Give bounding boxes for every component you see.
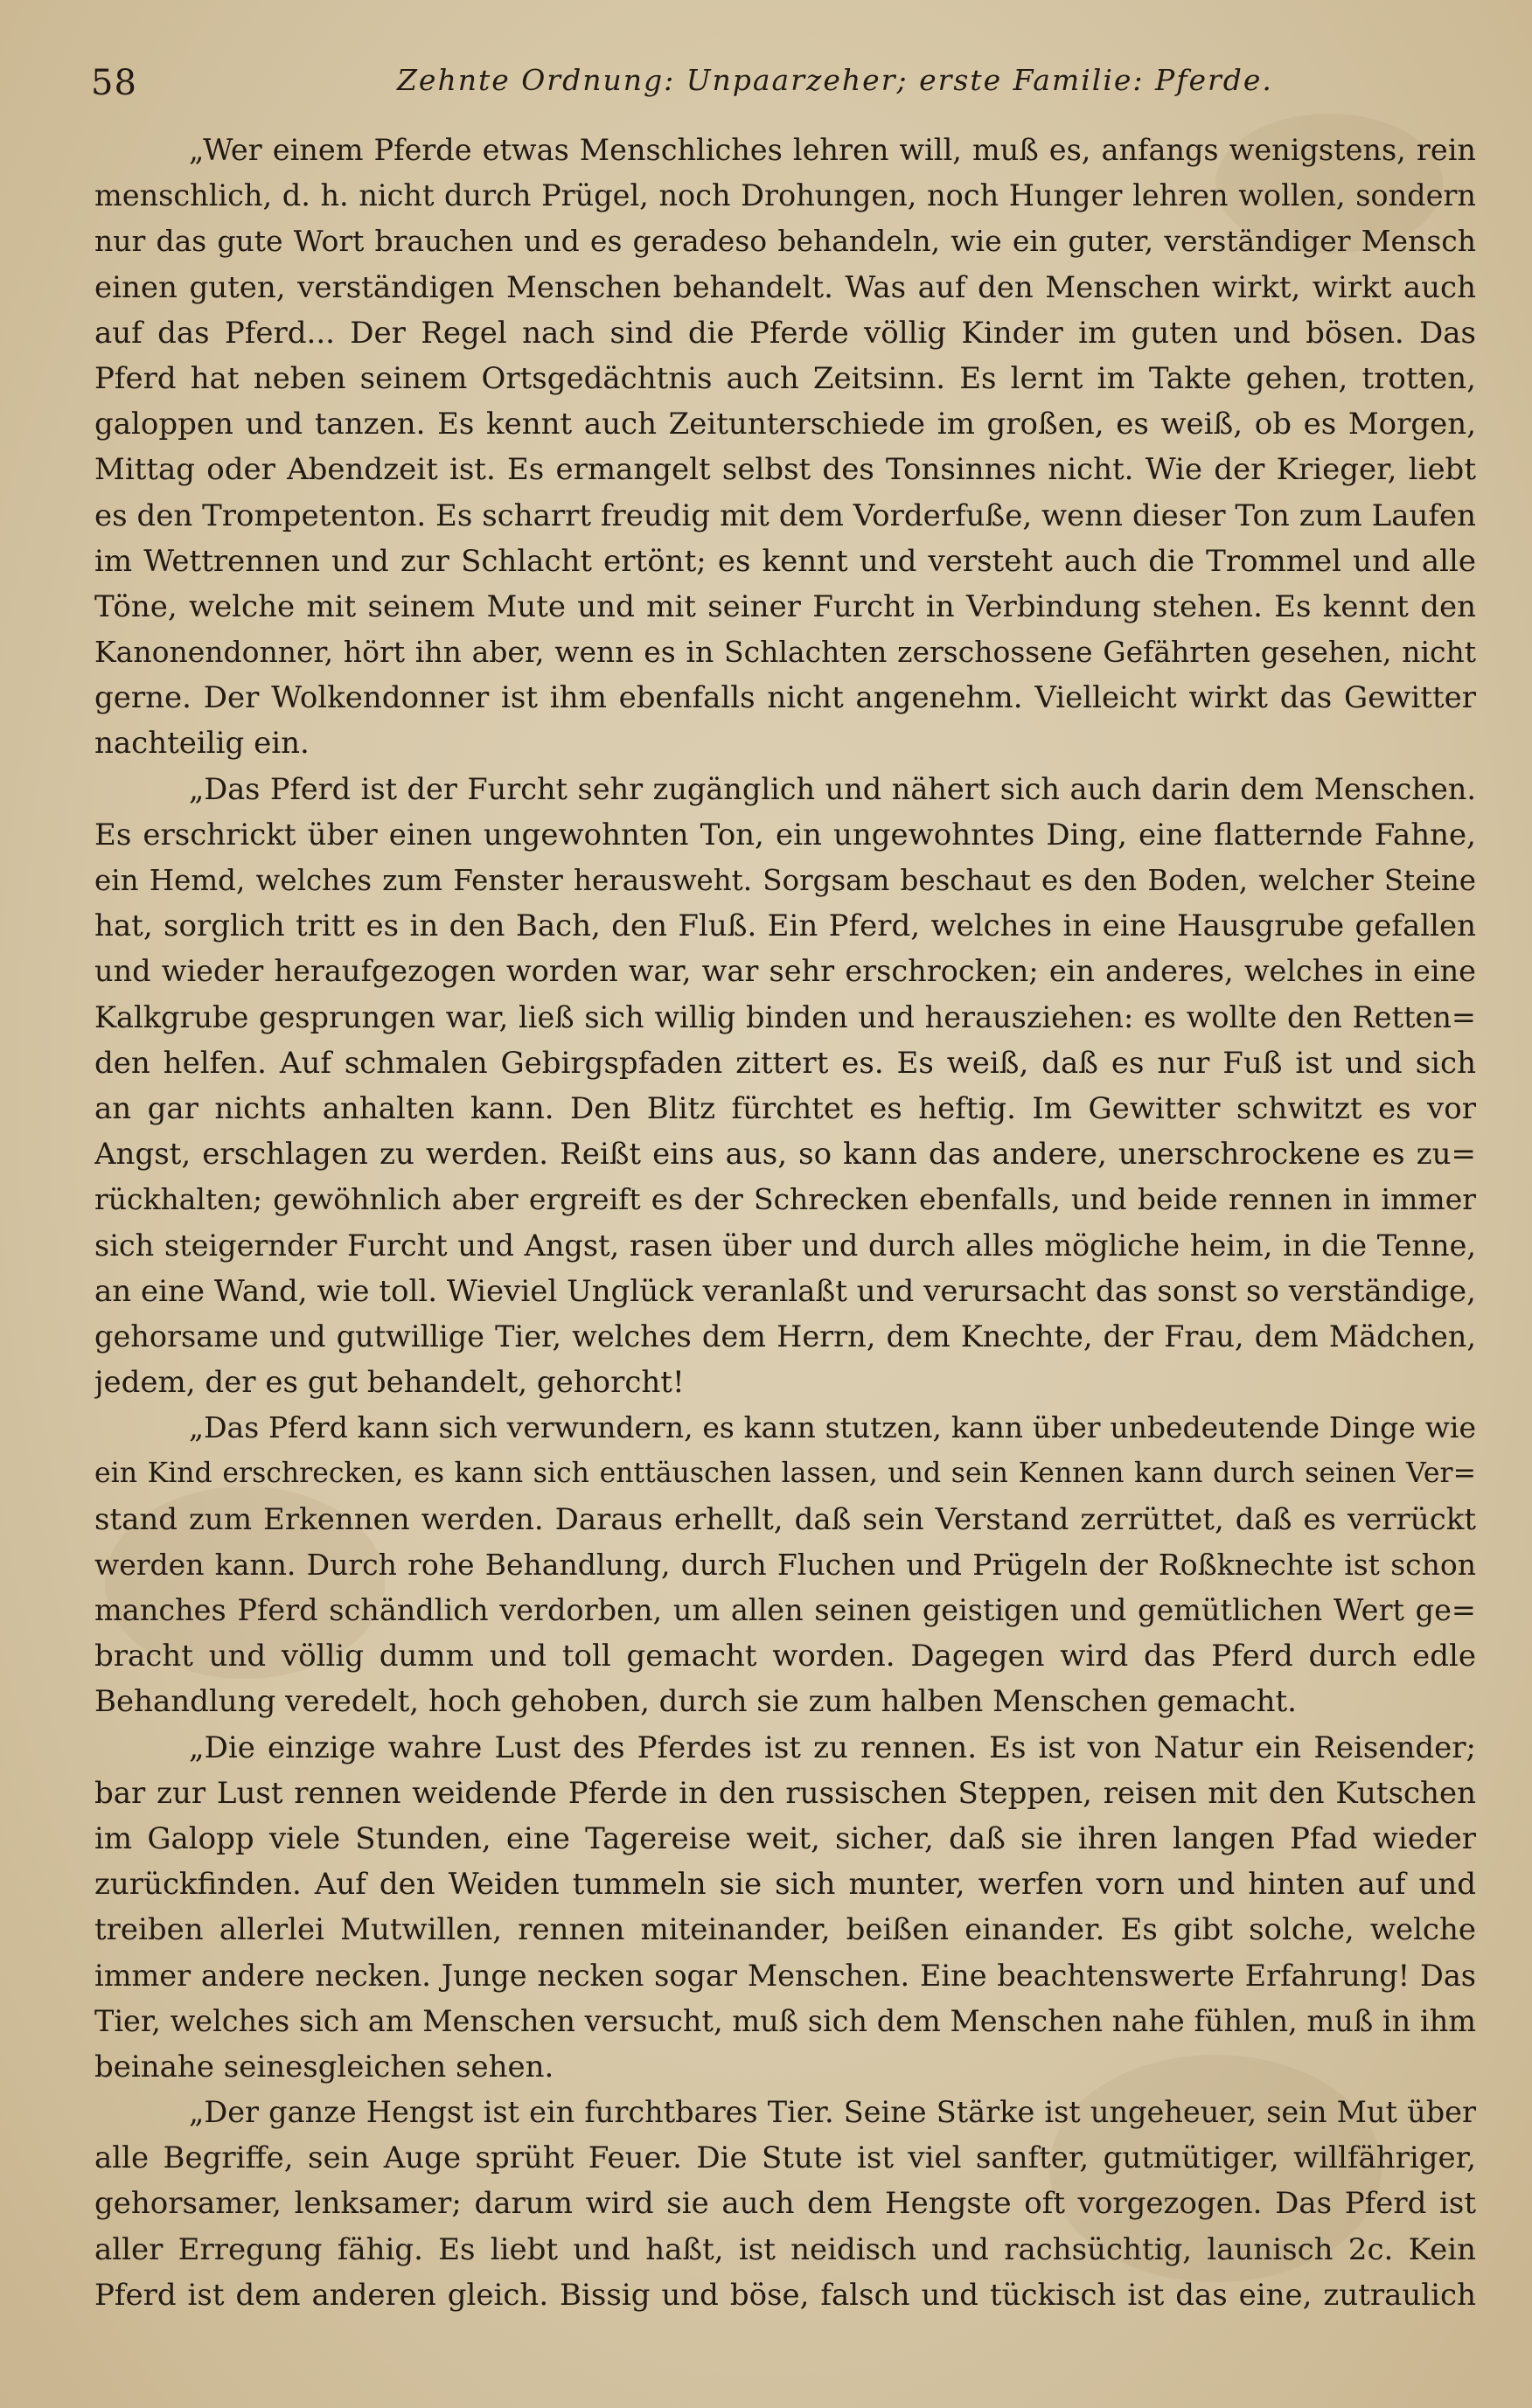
running-head: Zehnte Ordnung: Unpaarzeher; erste Familie: Pferde. xyxy=(397,63,1273,97)
text-line: „Das Pferd ist der Furcht sehr zugänglich und nähert sich auch darin dem Menschen. xyxy=(189,771,1476,806)
text-line: Pferd hat neben seinem Ortsgedächtnis auch Zeitsinn. Es lernt im Takte gehen, trotten, xyxy=(94,360,1476,396)
text-line: ein Kind erschrecken, es kann sich enttäuschen lassen, und sein Kennen kann durch seinen Ver= xyxy=(94,1458,1476,1490)
text-line: alle Begriffe, sein Auge sprüht Feuer. Die Stute ist viel sanfter, gutmütiger, willfähriger, xyxy=(94,2140,1476,2176)
text-line: galoppen und tanzen. Es kennt auch Zeitunterschiede im großen, es weiß, ob es Morgen, xyxy=(94,407,1476,442)
text-line: Es erschrickt über einen ungewohnten Ton, ein ungewohntes Ding, eine flatternde Fahne, xyxy=(94,817,1476,853)
text-line: gehorsamer, lenksamer; darum wird sie auch dem Hengste oft vorgezogen. Das Pferd ist xyxy=(94,2186,1476,2222)
text-line: Mittag oder Abendzeit ist. Es ermangelt selbst des Tonsinnes nicht. Wie der Krieger, liebt xyxy=(94,452,1476,488)
text-line: hat, sorglich tritt es in den Bach, den Fluß. Ein Pferd, welches in eine Hausgrube gefallen xyxy=(94,908,1476,944)
text-line: ein Hemd, welches zum Fenster herausweht. Sorgsam beschaut es den Boden, welcher Steine xyxy=(94,864,1476,897)
text-line: Angst, erschlagen zu werden. Reißt eins aus, so kann das andere, unerschrockene es zu= xyxy=(94,1137,1476,1173)
page-number: 58 xyxy=(91,63,137,103)
text-line: „Der ganze Hengst ist ein furchtbares Tier. Seine Stärke ist ungeheuer, sein Mut über xyxy=(189,2095,1476,2130)
text-line: nur das gute Wort brauchen und es geradeso behandeln, wie ein guter, verständiger Mensch xyxy=(94,224,1476,259)
text-line: auf das Pferd... Der Regel nach sind die Pferde völlig Kinder im guten und bösen. Das xyxy=(94,315,1476,351)
text-line: werden kann. Durch rohe Behandlung, durch Fluchen und Prügeln der Roßknechte ist schon xyxy=(94,1547,1476,1582)
body-text xyxy=(94,128,1476,2318)
text-line: einen guten, verständigen Menschen behandelt. Was auf den Menschen wirkt, wirkt auch xyxy=(94,269,1476,305)
text-line: beinahe seinesgleichen sehen. xyxy=(94,2049,554,2084)
text-line: „Die einzige wahre Lust des Pferdes ist zu rennen. Es ist von Natur ein Reisender; xyxy=(189,1729,1476,1765)
text-line: an eine Wand, wie toll. Wieviel Unglück veranlaßt und verursacht das sonst so verständige, xyxy=(94,1273,1476,1309)
text-line: den helfen. Auf schmalen Gebirgspfaden zittert es. Es weiß, daß es nur Fuß ist und sich xyxy=(94,1045,1476,1081)
text-line: manches Pferd schändlich verdorben, um allen seinen geistigen und gemütlichen Wert ge= xyxy=(94,1593,1476,1627)
text-line: bracht und völlig dumm und toll gemacht worden. Dagegen wird das Pferd durch edle xyxy=(94,1639,1476,1674)
text-line: immer andere necken. Junge necken sogar Menschen. Eine beachtenswerte Erfahrung! Das xyxy=(94,1958,1476,1993)
text-line: an gar nichts anhalten kann. Den Blitz fürchtet es heftig. Im Gewitter schwitzt es vor xyxy=(94,1090,1476,1126)
text-line: im Galopp viele Stunden, eine Tagereise weit, sicher, daß sie ihren langen Pfad wieder xyxy=(94,1820,1476,1856)
text-line: zurückfinden. Auf den Weiden tummeln sie sich munter, werfen vorn und hinten auf und xyxy=(94,1867,1476,1903)
text-line: es den Trompetenton. Es scharrt freudig mit dem Vorderfuße, wenn dieser Ton zum Laufen xyxy=(94,498,1476,533)
text-line: und wieder heraufgezogen worden war, war sehr erschrocken; ein anderes, welches in eine xyxy=(94,954,1476,989)
text-line: Kalkgrube gesprungen war, ließ sich willig binden und herausziehen: es wollte den Retten= xyxy=(94,999,1476,1034)
text-line: Kanonendonner, hört ihn aber, wenn es in Schlachten zerschossene Gefährten gesehen, nicht xyxy=(94,635,1476,670)
text-line: stand zum Erkennen werden. Daraus erhellt, daß sein Verstand zerrüttet, daß es verrückt xyxy=(94,1501,1476,1537)
text-line: Töne, welche mit seinem Mute und mit seiner Furcht in Verbindung stehen. Es kennt den xyxy=(94,588,1476,624)
text-line: nachteilig ein. xyxy=(94,726,310,762)
text-line: „Wer einem Pferde etwas Menschliches lehren will, muß es, anfangs wenigstens, rein xyxy=(189,133,1476,167)
text-line: bar zur Lust rennen weidende Pferde in den russischen Steppen, reisen mit den Kutschen xyxy=(94,1775,1476,1811)
text-line: aller Erregung fähig. Es liebt und haßt, ist neidisch und rachsüchtig, launisch 2c. Kein xyxy=(94,2231,1476,2267)
text-line: sich steigernder Furcht und Angst, rasen über und durch alles mögliche heim, in die Tenne, xyxy=(94,1228,1476,1263)
text-line: gehorsame und gutwillige Tier, welches dem Herrn, dem Knechte, der Frau, dem Mädchen, xyxy=(94,1319,1476,1354)
text-line: Tier, welches sich am Menschen versucht, muß sich dem Menschen nahe fühlen, muß in ihm xyxy=(94,2003,1476,2038)
text-line: gerne. Der Wolkendonner ist ihm ebenfalls nicht angenehm. Vielleicht wirkt das Gewitter xyxy=(94,680,1476,716)
text-line: Behandlung veredelt, hoch gehoben, durch sie zum halben Menschen gemacht. xyxy=(94,1684,1297,1720)
text-line: „Das Pferd kann sich verwundern, es kann stutzen, kann über unbedeutende Dinge wie xyxy=(189,1410,1476,1445)
text-line: treiben allerlei Mutwillen, rennen miteinander, beißen einander. Es gibt solche, welche xyxy=(94,1912,1476,1948)
text-line: rückhalten; gewöhnlich aber ergreift es der Schrecken ebenfalls, und beide rennen in immer xyxy=(94,1182,1476,1217)
text-line: Pferd ist dem anderen gleich. Bissig und böse, falsch und tückisch ist das eine, zutraulich xyxy=(94,2277,1476,2313)
text-line: menschlich, d. h. nicht durch Prügel, noch Drohungen, noch Hunger lehren wollen, sondern xyxy=(94,178,1476,213)
text-line: im Wettrennen und zur Schlacht ertönt; es kennt und versteht auch die Trommel und alle xyxy=(94,543,1476,579)
page-header xyxy=(91,51,1508,103)
text-line: jedem, der es gut behandelt, gehorcht! xyxy=(94,1365,685,1401)
